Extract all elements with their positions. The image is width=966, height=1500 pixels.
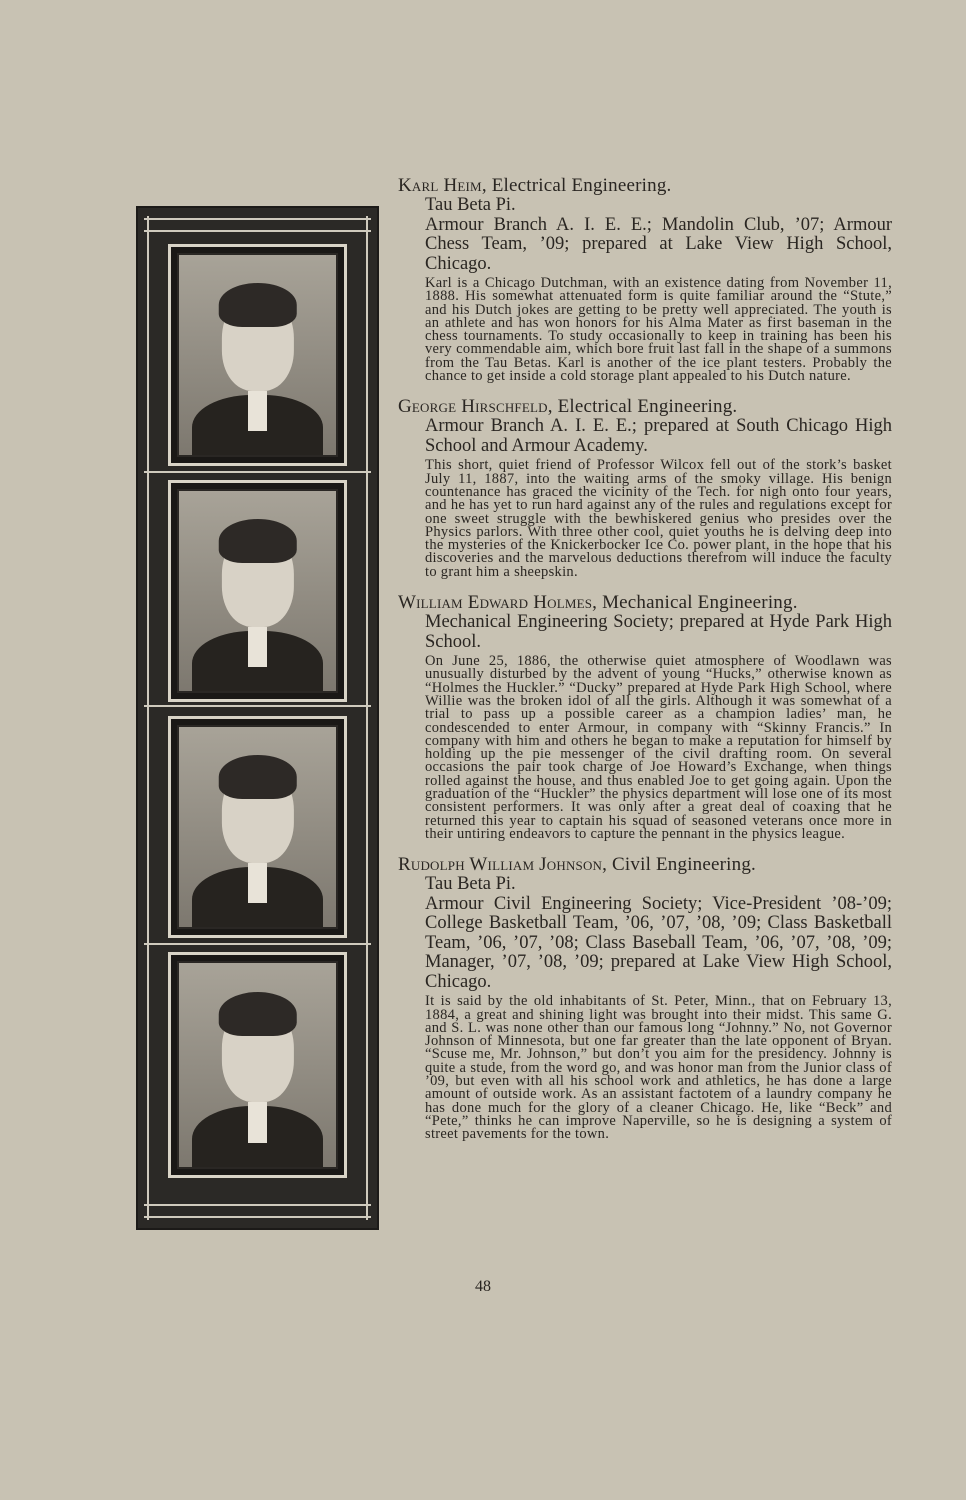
biography-column	[398, 176, 892, 1155]
biography-text: It is said by the old inhabitants of St. Peter, Minn., that on February 13, 1884, a great and shining light was brought into their midst. This same G. and S. L. was none other than our famous long “Johnny.” No, not Governor Johnson of Minnesota, but one far greater than the late opponent of Bryan. “Scuse me, Mr. Johnson,” but don’t you aim for the presidency. Johnny is quite a stude, from the word go, and was honor man from the Junior class of ’09, but even with all his school work and athletics, he has done a large amount of outside work. As an assistant factotem of a laundry company he has done much for the glory of a cleaner Chicago. He, like “Beck” and “Pete,” thinks he can improve Naperville, so he is designing a system of street pavements for the town.	[425, 993, 892, 1143]
biography-text: This short, quiet friend of Professor Wilcox fell out of the stork’s basket July 11, 1887, into the waiting arms of the smoky village. His benign countenance has graced the vicinity of the Tech. for nigh onto four years, and he has yet to run hard against any of the rules and regulations except for one sweet struggle with the bewhiskered genius who presides over the Physics parlors. With three other cool, quiet youths he is delving deep into the mysteries of the Knickerbocker Ice Co. power plant, in the hope that his discoveries and the marvelous deductions therefrom will induce the faculty to grant him a sheepskin.	[425, 457, 892, 580]
activities: Armour Branch A. I. E. E.; prepared at South Chicago High School and Armour Academy.	[425, 416, 892, 456]
entry-william-holmes	[398, 593, 892, 841]
honor: Tau Beta Pi.	[425, 874, 516, 895]
strip-rail-left	[147, 216, 149, 1220]
honor: Tau Beta Pi.	[425, 195, 516, 215]
entry-name	[398, 176, 892, 196]
portrait-photo	[177, 489, 338, 693]
activities: Armour Civil Engineering Society; Vice-President ’08-’09; College Basketball Team, ’06, ’07, ’08, ’09; Class Basketball Team, ’06, ’07, ’08; Class Baseball Team, ’06, ’07, ’08, ’09; Manager, ’07, ’08, ’09; prepared at Lake View High School, Chicago.	[425, 893, 892, 992]
strip-ornament-bar	[144, 218, 371, 220]
entry-rudolph-johnson	[398, 855, 892, 1141]
strip-ornament-bar	[144, 705, 371, 707]
portrait-strip	[136, 206, 379, 1230]
entry-name	[398, 855, 892, 875]
strip-rail-right	[366, 216, 368, 1220]
student-name: George Hirschfeld	[398, 396, 548, 418]
department: , Civil Engineering.	[602, 854, 757, 876]
portrait-photo	[177, 961, 338, 1169]
portrait-photo	[177, 725, 338, 929]
strip-ornament-bar	[144, 1204, 371, 1206]
student-name: Karl Heim	[398, 175, 482, 196]
entry-george-hirschfeld	[398, 397, 892, 579]
biography-text: Karl is a Chicago Dutchman, with an existence dating from November 11, 1888. His somewhat attenuated form is quite familiar around the “Stute,” and his Dutch jokes are getting to be pretty well appreciated. The youth is an athlete and has won honors for his Alma Mater as first baseman in the chess tournaments. To study occasionally to keep in training has been his very commendable aim, which bore fruit last fall in the shape of a summons from the Tau Betas. Karl is another of the ice plant testers. Probably the chance to get inside a cold storage plant appealed to his Dutch nature.	[425, 275, 892, 385]
entry-name	[398, 397, 892, 417]
entry-karl-heim	[398, 176, 892, 383]
activities: Mechanical Engineering Society; prepared at Hyde Park High School.	[425, 612, 892, 652]
page-number: 48	[475, 1278, 491, 1295]
portrait-photo	[177, 253, 338, 457]
department: , Electrical Engineering.	[547, 396, 738, 418]
biography-text: On June 25, 1886, the otherwise quiet atmosphere of Woodlawn was unusually disturbed by the advent of young “Hucks,” otherwise known as “Holmes the Huckler.” “Ducky” prepared at Hyde Park High School, where Willie was the broken idol of all the girls. Although it was somewhat of a trial to pass up a possible career as a champion ladies’ man, he condescended to enter Armour, in company with “Skinny Francis.” In company with him and others he began to make a reputation for himself by holding up the pie messenger of the civil drafting room. On several occasions the pair took charge of Joe Howard’s Exchange, when things rolled against the house, and thus enabled Joe to get going again. Upon the graduation of the “Huckler” the physics department will lose one of its most consistent performers. It was only after a great deal of coaxing that he returned this year to captain his squad of seasoned veterans once more in their untiring endeavors to capture the pennant in the physics league.	[425, 653, 892, 842]
entry-name	[398, 593, 892, 613]
department: , Electrical Engineering.	[481, 175, 672, 196]
department: , Mechanical Engineering.	[592, 592, 798, 614]
student-name: Rudolph William Johnson	[398, 854, 603, 876]
student-name: William Edward Holmes	[398, 592, 593, 614]
strip-ornament-bar	[144, 230, 371, 232]
strip-ornament-bar	[144, 471, 371, 473]
portrait-william-holmes	[168, 716, 347, 938]
strip-ornament-bar	[144, 1216, 371, 1218]
activities: Armour Branch A. I. E. E.; Mandolin Club, ’07; Armour Chess Team, ’09; prepared at Lake View High School, Chicago.	[425, 214, 892, 274]
portrait-karl-heim	[168, 244, 347, 466]
portrait-rudolph-johnson	[168, 952, 347, 1178]
portrait-george-hirschfeld	[168, 480, 347, 702]
strip-ornament-bar	[144, 943, 371, 945]
